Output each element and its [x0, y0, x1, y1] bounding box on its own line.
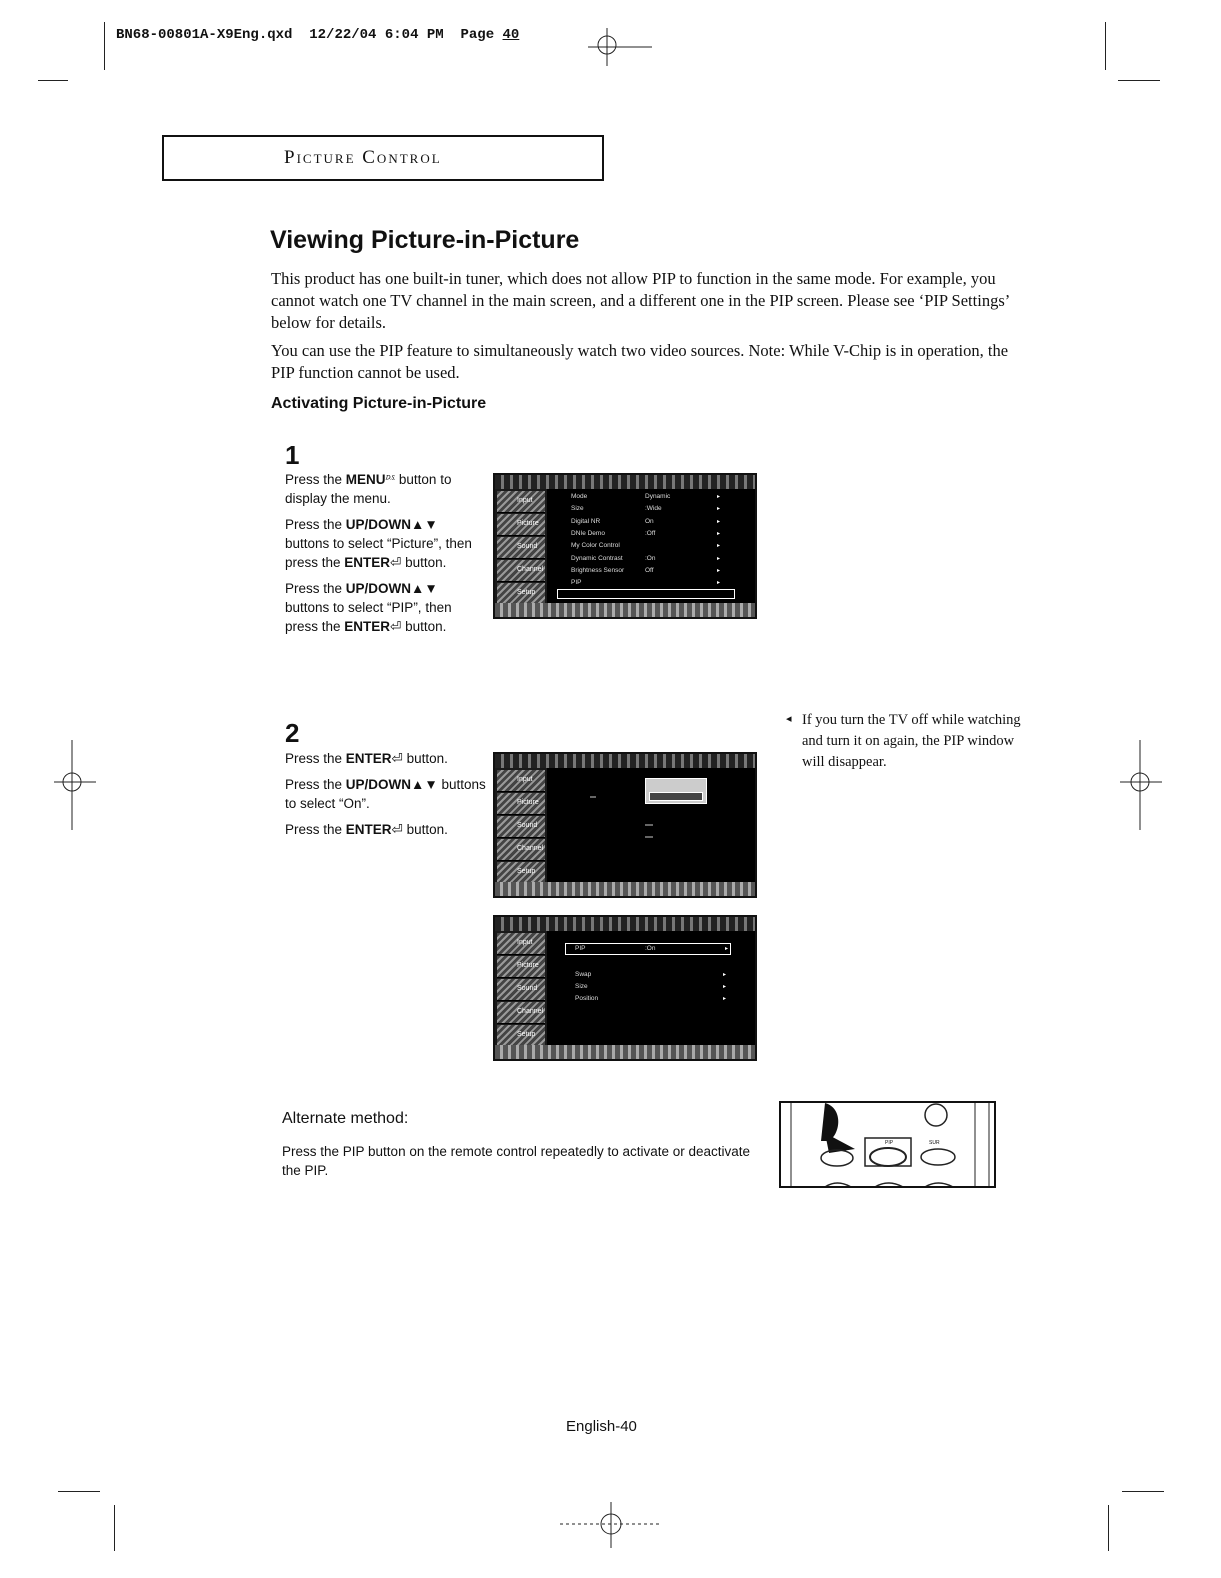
enter-icon: ⏎	[391, 751, 403, 766]
osd-row-arrow-icon: ▸	[717, 530, 721, 537]
osd-menu-tile	[497, 491, 545, 513]
section-title: Picture Control	[284, 147, 442, 168]
crop-mark	[1105, 22, 1106, 70]
side-note: If you turn the TV off while watching and turn it on again, the PIP window will disappear.	[802, 712, 1021, 770]
osd-row-arrow-icon: ▸	[723, 972, 727, 978]
alternate-method-text: Press the PIP button on the remote control repeatedly to activate or deactivate the PIP.	[282, 1144, 751, 1178]
osd-row-label: Size	[571, 505, 584, 513]
osd-row-arrow-icon: ▸	[717, 494, 721, 500]
up-down-icon: ▲▼	[411, 777, 438, 792]
page-title: Viewing Picture-in-Picture	[270, 226, 580, 254]
osd-row-arrow-icon: ▸	[717, 543, 721, 550]
osd-menu-tile	[497, 560, 545, 582]
osd-menu-tile-label: Channel	[517, 845, 544, 852]
osd-row-label: Brightness Sensor	[571, 566, 625, 574]
step-number: 2	[285, 718, 300, 748]
osd-row-arrow-icon: ▸	[717, 567, 721, 574]
print-slug: BN68-00801A-X9Eng.qxd 12/22/04 6:04 PM Page 40	[116, 27, 520, 43]
intro-paragraph: This product has one built-in tuner, which does not allow PIP to function in the same mode. For example, you cannot watch one TV channel in the main screen, and a different one in the PIP screen. Please see ‘PIP Settings’ below for details.	[271, 269, 1010, 332]
crop-mark	[114, 1505, 115, 1551]
osd-menu-tile	[497, 583, 545, 605]
osd-row-value: Off	[645, 566, 654, 574]
osd-row-arrow-icon: ▸	[717, 580, 721, 587]
osd-row-arrow-icon: ▸	[717, 518, 721, 525]
osd-row-arrow-icon: ▸	[717, 506, 721, 513]
osd-menu-tile-label: Setup	[517, 589, 536, 596]
osd-row-label: DNIe Demo	[571, 529, 605, 537]
osd-row-value: Dynamic	[645, 493, 671, 500]
osd-menu-tile	[497, 862, 545, 884]
page-number: English-40	[566, 1418, 637, 1435]
osd-screenshot-picture-menu	[493, 473, 757, 619]
osd-row-arrow-icon: ▸	[717, 555, 721, 562]
registration-mark-icon	[560, 1500, 660, 1550]
osd-menu-tile	[497, 979, 545, 1001]
osd-row-label: My Color Control	[571, 542, 620, 550]
osd-menu-tile	[497, 793, 545, 815]
registration-mark-icon	[1118, 740, 1164, 830]
svg-text:SUR: SUR	[929, 1140, 940, 1146]
crop-mark	[1122, 1491, 1164, 1492]
osd-row-label: Mode	[571, 493, 588, 500]
section-header	[162, 135, 604, 181]
osd-menu-tile-label: Sound	[517, 822, 538, 829]
osd-screenshot-pip-toggle	[493, 752, 757, 898]
crop-mark	[104, 22, 105, 70]
osd-menu-tile-label: Channel	[517, 1008, 544, 1015]
osd-menu-tile-label: Input	[517, 776, 533, 783]
crop-mark	[1118, 80, 1160, 81]
osd-row-label: Swap	[575, 971, 592, 978]
osd-menu-tile-label: Input	[517, 497, 533, 504]
up-down-icon: ▲▼	[411, 517, 438, 532]
alternate-method-title: Alternate method:	[282, 1110, 409, 1127]
osd-screenshot-pip-menu	[493, 915, 757, 1061]
osd-selection-highlight	[565, 943, 731, 955]
osd-row-value: On	[645, 517, 654, 525]
osd-row-value: :On	[645, 554, 656, 562]
step-instructions: Press the ENTER⏎ button. Press the UP/DOWN▲▼ buttons to select “On”. Press the ENTER⏎ button.	[285, 751, 486, 837]
osd-row-label: Size	[575, 983, 588, 990]
osd-menu-tile	[497, 816, 545, 838]
osd-row-value: :On	[645, 945, 656, 952]
osd-menu-tile	[497, 1025, 545, 1047]
osd-row-arrow-icon: ▸	[723, 996, 727, 1002]
enter-icon: ⏎	[390, 619, 402, 634]
menu-icon: 𝄉	[385, 472, 396, 487]
osd-row-label: Digital NR	[571, 517, 601, 525]
osd-menu-tile-label: Sound	[517, 985, 538, 992]
enter-icon: ⏎	[390, 555, 402, 570]
step-instructions: Press the MENU𝄉 button to display the menu. Press the UP/DOWN▲▼ buttons to select “Picture”, then press the ENTER⏎ button. Press the UP/DOWN▲▼ buttons to select “PIP”, then press the ENTER⏎ button.	[285, 472, 472, 634]
osd-menu-tile-label: Picture	[517, 962, 539, 969]
osd-row-label: Dynamic Contrast	[571, 554, 623, 562]
osd-menu-tile	[497, 1002, 545, 1024]
osd-row-label: PIP	[571, 579, 582, 587]
osd-menu-tile	[497, 956, 545, 978]
osd-menu-tile-label: Sound	[517, 543, 538, 550]
osd-menu-tile	[497, 770, 545, 792]
registration-mark-icon	[588, 20, 658, 70]
osd-menu-tile-label: Channel	[517, 566, 544, 573]
up-down-icon: ▲▼	[411, 581, 438, 596]
osd-menu-tile	[497, 514, 545, 536]
osd-row-arrow-icon: ▸	[725, 946, 729, 952]
step-number: 1	[285, 440, 300, 470]
osd-menu-tile-label: Input	[517, 939, 533, 946]
osd-menu-tile-label: Picture	[517, 799, 539, 806]
crop-mark	[58, 1491, 100, 1492]
remote-control-illustration	[779, 1101, 996, 1188]
registration-mark-icon	[52, 740, 98, 830]
osd-row-value: :Off	[645, 529, 656, 537]
osd-row-arrow-icon: ▸	[723, 984, 727, 990]
arrow-icon: ◂	[786, 713, 792, 725]
osd-selection-highlight	[557, 589, 735, 599]
osd-menu-tile	[497, 537, 545, 559]
subsection-title: Activating Picture-in-Picture	[271, 395, 487, 412]
osd-menu-tile-label: Setup	[517, 1031, 536, 1038]
osd-dropdown	[645, 778, 707, 804]
osd-menu-tile	[497, 839, 545, 861]
enter-icon: ⏎	[391, 822, 403, 837]
osd-row-label: Position	[575, 995, 599, 1002]
osd-row-value: :Wide	[645, 505, 662, 513]
osd-row-label: PIP	[575, 945, 586, 952]
osd-menu-tile	[497, 933, 545, 955]
crop-mark	[38, 80, 68, 81]
svg-text:PIP: PIP	[885, 1140, 894, 1146]
osd-menu-tile-label: Setup	[517, 868, 536, 875]
intro-paragraph: You can use the PIP feature to simultaneously watch two video sources. Note: While V-Chip is in operation, the PIP function cannot be used.	[271, 341, 1009, 382]
crop-mark	[1108, 1505, 1109, 1551]
osd-menu-tile-label: Picture	[517, 520, 539, 527]
